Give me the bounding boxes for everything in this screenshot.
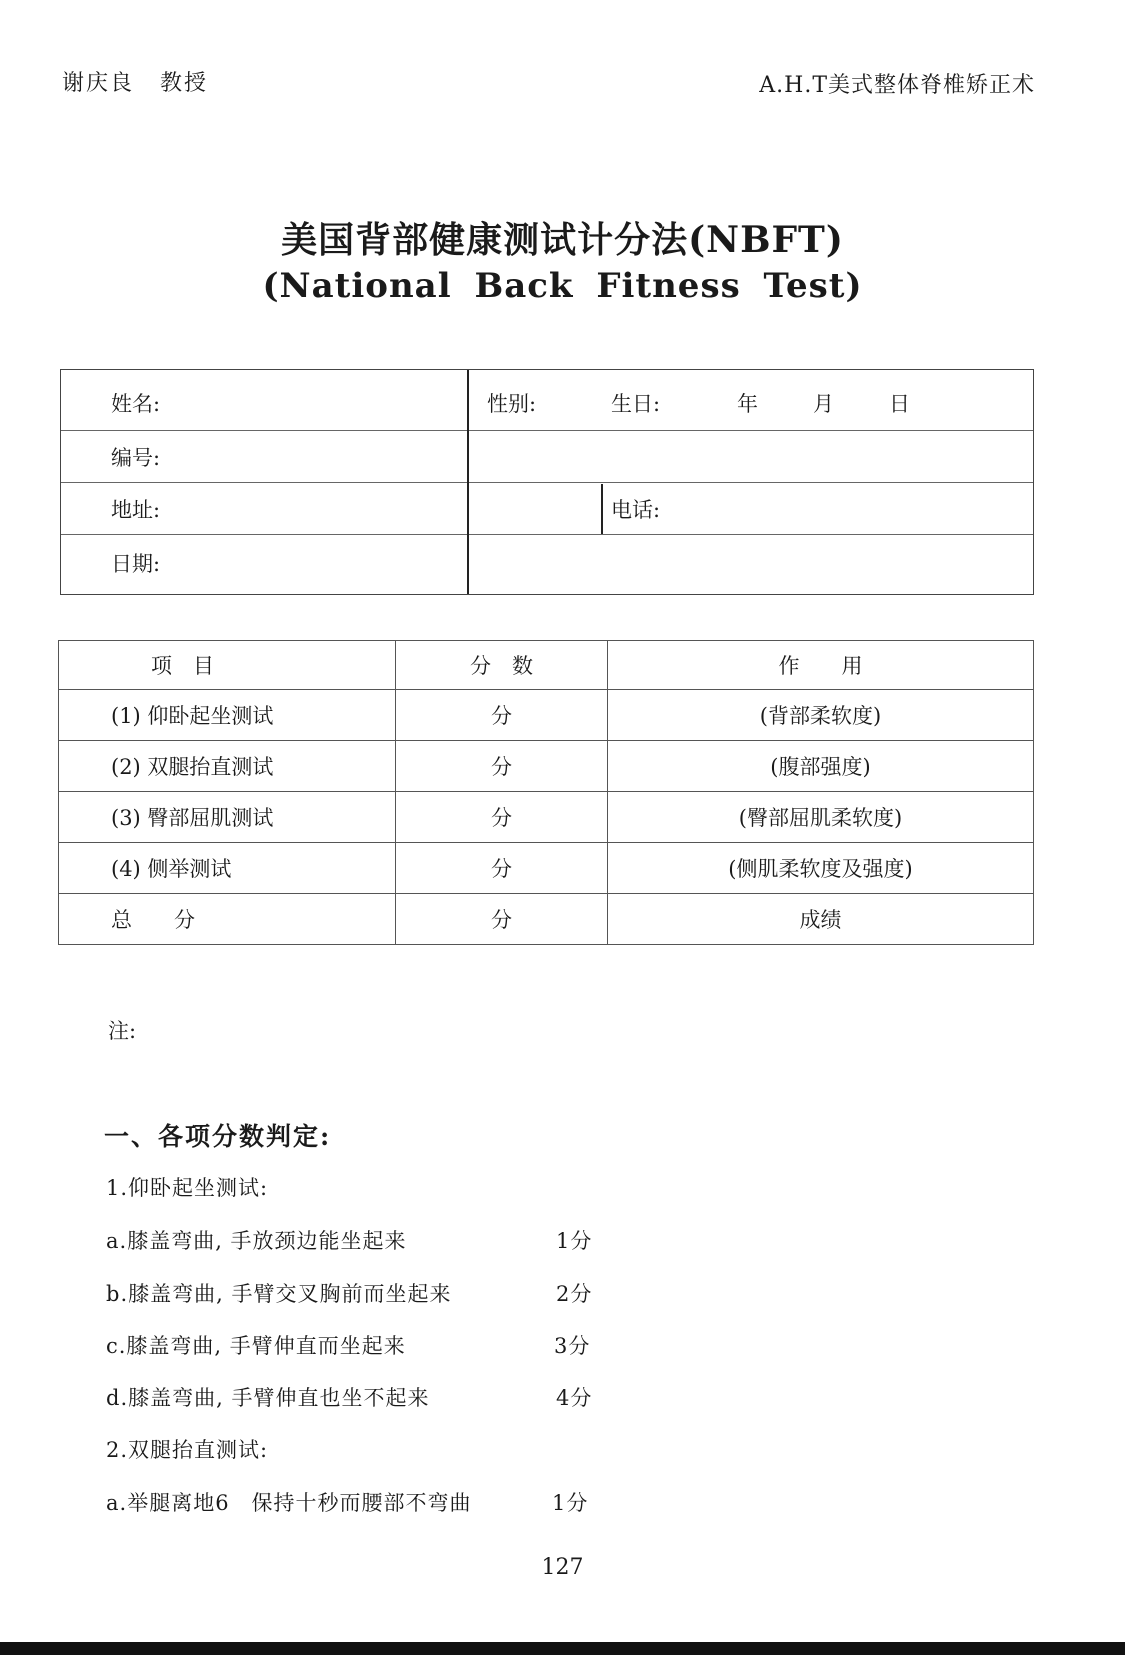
- table-row-total: [59, 894, 1034, 945]
- criteria-text: c.膝盖弯曲, 手臂伸直而坐起来: [106, 1334, 406, 1358]
- row-score: 分: [396, 843, 608, 894]
- scan-edge: [0, 1642, 1125, 1655]
- header-score: 分 数: [396, 641, 608, 690]
- row-item: (2) 双腿抬直测试: [59, 741, 396, 792]
- name-label: 姓名:: [111, 392, 161, 416]
- total-score: 分: [396, 894, 608, 945]
- table-row: [59, 690, 1034, 741]
- gender-label: 性别:: [487, 392, 537, 416]
- table-row: [59, 843, 1034, 894]
- note-label: 注:: [108, 1019, 137, 1043]
- criteria-text: 1.仰卧起坐测试:: [106, 1176, 269, 1200]
- row-item: (1) 仰卧起坐测试: [59, 690, 396, 741]
- criteria-line: [106, 1382, 706, 1412]
- header-effect: 作 用: [608, 641, 1034, 690]
- table-header-row: [59, 641, 1034, 690]
- address-label: 地址:: [111, 498, 161, 522]
- birth-year-label: 年: [737, 392, 758, 416]
- phone-label: 电话:: [611, 498, 661, 522]
- header-item: 项 目: [59, 641, 396, 690]
- birth-day-label: 日: [889, 392, 910, 416]
- page-number: 127: [541, 1555, 584, 1580]
- column-divider: [601, 484, 603, 534]
- section-title: 一、各项分数判定:: [104, 1122, 332, 1151]
- author-role: 教授: [160, 71, 209, 96]
- criteria-text: a.举腿离地6 保持十秒而腰部不弯曲: [106, 1491, 472, 1515]
- author-name: 谢庆良: [62, 71, 135, 96]
- title-english: (National Back Fitness Test): [262, 266, 863, 306]
- row-effect: (臀部屈肌柔软度): [608, 792, 1034, 843]
- row-divider: [61, 534, 1033, 535]
- criteria-score: 4分: [556, 1386, 593, 1410]
- page-header-book-title: A.H.T美式整体脊椎矫正术: [759, 73, 1035, 98]
- number-label: 编号:: [111, 446, 161, 470]
- criteria-heading: [106, 1172, 268, 1202]
- criteria-line: [106, 1330, 706, 1360]
- criteria-score: 1分: [556, 1229, 593, 1253]
- birth-label: 生日:: [611, 392, 661, 416]
- criteria-text: a.膝盖弯曲, 手放颈边能坐起来: [106, 1229, 407, 1253]
- criteria-text: b.膝盖弯曲, 手臂交叉胸前而坐起来: [106, 1282, 452, 1306]
- personal-info-table: [60, 369, 1034, 595]
- page-header-author: [62, 66, 208, 97]
- criteria-text: 2.双腿抬直测试:: [106, 1438, 269, 1462]
- total-result: 成绩: [608, 894, 1034, 945]
- criteria-line: [106, 1278, 706, 1308]
- table-row: [59, 792, 1034, 843]
- criteria-text: d.膝盖弯曲, 手臂伸直也坐不起来: [106, 1386, 430, 1410]
- birth-month-label: 月: [813, 392, 834, 416]
- row-score: 分: [396, 792, 608, 843]
- row-effect: (侧肌柔软度及强度): [608, 843, 1034, 894]
- score-table: [58, 640, 1034, 945]
- criteria-line: [106, 1487, 706, 1517]
- total-label: 总 分: [59, 894, 396, 945]
- row-divider: [61, 482, 1033, 483]
- criteria-score: 1分: [552, 1491, 589, 1515]
- row-item: (4) 侧举测试: [59, 843, 396, 894]
- column-divider: [467, 370, 469, 594]
- row-score: 分: [396, 741, 608, 792]
- criteria-line: [106, 1225, 706, 1255]
- row-effect: (背部柔软度): [608, 690, 1034, 741]
- criteria-score: 2分: [556, 1282, 593, 1306]
- table-row: [59, 741, 1034, 792]
- criteria-heading: [106, 1434, 268, 1464]
- row-score: 分: [396, 690, 608, 741]
- title-chinese: 美国背部健康测试计分法(NBFT): [281, 219, 844, 261]
- row-divider: [61, 430, 1033, 431]
- criteria-score: 3分: [554, 1334, 591, 1358]
- date-label: 日期:: [111, 552, 161, 576]
- row-item: (3) 臀部屈肌测试: [59, 792, 396, 843]
- row-effect: (腹部强度): [608, 741, 1034, 792]
